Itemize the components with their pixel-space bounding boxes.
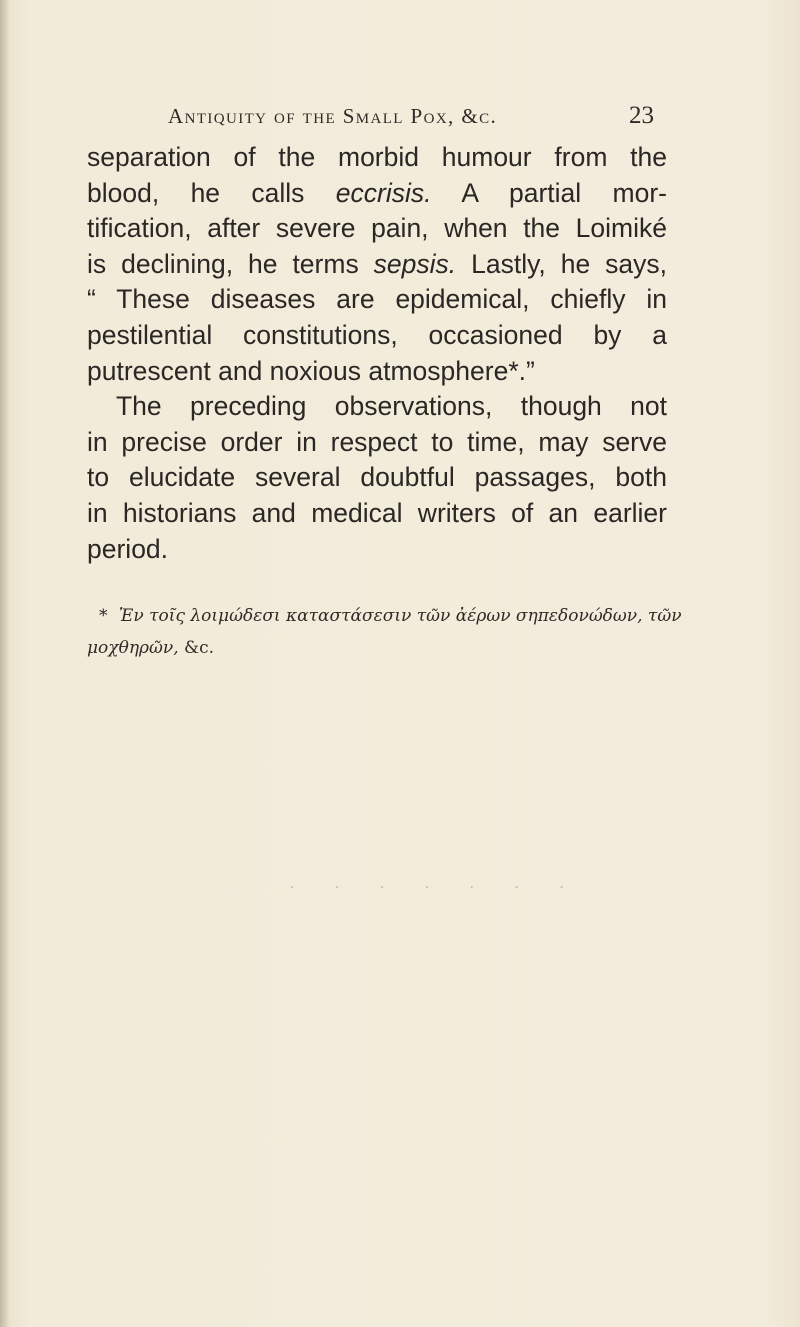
text-fragment: blood, he calls [87, 177, 305, 208]
text-fragment: is declining, he terms [87, 248, 359, 279]
text-line-7: putrescent and noxious atmosphere*.” [87, 355, 535, 386]
text-line-12: period. [87, 533, 169, 564]
text-line-4 [87, 247, 667, 283]
text-line-9: in precise order in respect to time, may serve [87, 426, 667, 457]
term-sepsis: sepsis. [373, 248, 457, 279]
body-text [87, 140, 667, 567]
spine-shadow [0, 0, 10, 1327]
text-fragment: A partial mor- [461, 177, 667, 208]
text-line-2 [87, 176, 667, 212]
text-line-6: pestilential constitutions, occasioned by a [87, 319, 667, 350]
footnote [87, 600, 682, 664]
text-line-3: tification, after severe pain, when the Loimiké [87, 213, 667, 244]
text-fragment: Lastly, he says, [471, 248, 667, 279]
footnote-line-2 [87, 632, 667, 664]
footnote-greek-text: μοχθηρῶν, [87, 638, 179, 658]
running-head [168, 104, 654, 138]
text-line-5: “ These diseases are epidemical, chiefly in [87, 284, 667, 315]
term-eccrisis: eccrisis. [335, 177, 432, 208]
running-head-title: Antiquity of the Small Pox, &c. [168, 104, 498, 128]
text-line-10: to elucidate several doubtful passages, both [87, 462, 667, 493]
footnote-etc: &c. [184, 638, 215, 658]
text-line-11: in historians and medical writers of an earlier [87, 497, 667, 528]
paper-specks: · · · · · · · [290, 880, 582, 896]
footnote-line-1 [87, 600, 682, 632]
text-line-8: The preceding observations, though not [116, 391, 667, 422]
page-number: 23 [629, 102, 654, 129]
footnote-marker: * [99, 606, 108, 626]
text-line-1: separation of the morbid humour from the [87, 142, 667, 172]
footnote-greek-text: Ἐν τοῖς λοιμώδεσι καταστάσεσιν τῶν ἀέρων σηπεδονώδων, τῶν [118, 606, 682, 626]
